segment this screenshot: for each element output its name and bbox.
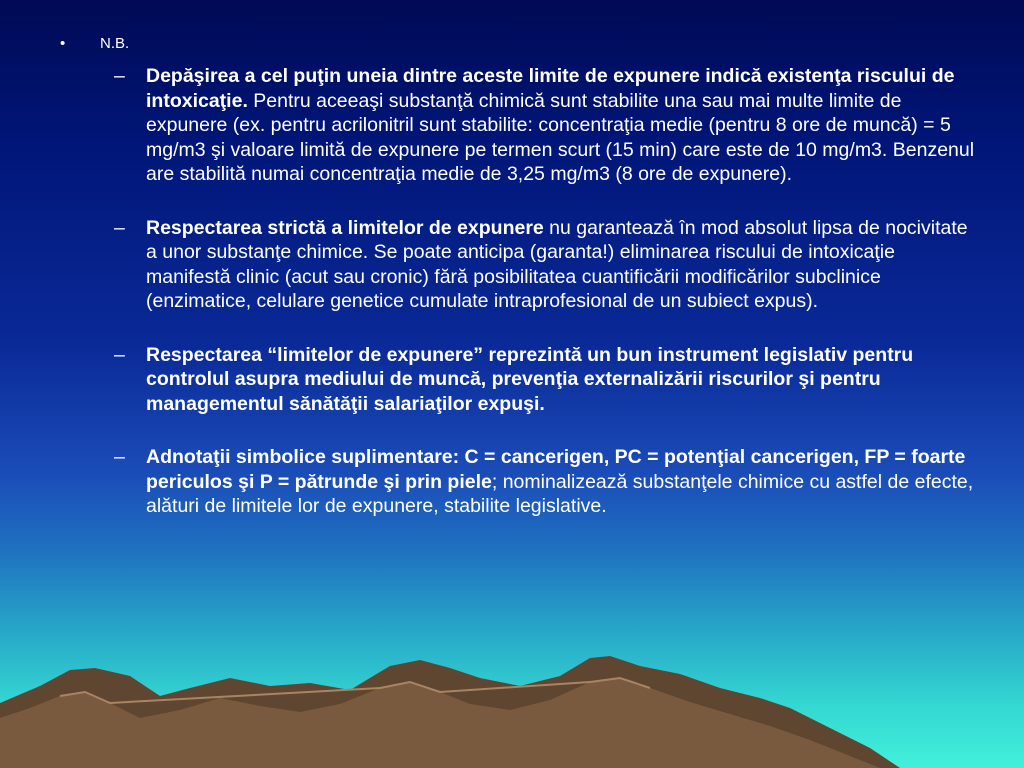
item-bold-text: Depăşirea a cel puţin uneia dintre aceste limite de expunere indică existenţa riscului de intoxicaţie.	[146, 65, 955, 112]
item-bold-text: Respectarea strictă a limitelor de expunere	[146, 216, 544, 239]
dash-icon: –	[114, 446, 125, 468]
nb-label: N.B.	[100, 35, 130, 52]
item-bold-text: Respectarea “limitelor de expunere” reprezintă un bun instrument legislativ pentru controlul asupra mediului de muncă, prevenţia externalizării riscurilor şi pentru managementul sănătăţii salariaţilor expuşi.	[146, 343, 914, 415]
item-bold-text: Adnotaţii simbolice suplimentare: C = cancerigen, PC = potenţial cancerigen, FP = foarte periculos şi P = pătrunde şi prin piele	[146, 446, 966, 493]
dash-icon: –	[114, 343, 125, 366]
list-item	[60, 343, 980, 417]
item-text: nu garantează în mod absolut lipsa de nocivitate a unor substanţe chimice. Se poate anticipa (garanta!) eliminarea riscului de intoxicaţie manifestă clinic (acut sau cronic) fără posibilitatea cuantificării modificărilor subclinice (enzimatice, celulare genetice cumulate intraprofesional de un subiect expus).	[146, 216, 968, 312]
item-text: ; nominalizează substanţele chimice cu astfel de efecte, alături de limitele lor de expunere, stabilite legislative.	[146, 470, 974, 517]
nb-bullet-row	[60, 34, 980, 56]
mountain-landscape	[0, 648, 1024, 768]
dash-icon: –	[114, 65, 125, 87]
list-item	[60, 445, 980, 519]
item-text: Pentru aceeaşi substanţă chimică sunt stabilite una sau mai multe limite de expunere (ex. pentru acrilonitril sunt stabilite: concentraţia medie (pentru 8 ore de muncă) = 5 mg/m3 şi valoare limită de expunere pe termen scurt (15 min) care este de 10 mg/m3. Benzenul are stabilită numai concentraţia medie de 3,25 mg/m3 (8 ore de expunere).	[146, 89, 975, 185]
dash-icon: –	[114, 216, 125, 239]
list-item	[60, 64, 980, 187]
slide-content	[60, 34, 980, 519]
bullet-icon: •	[60, 35, 66, 52]
list-item	[60, 216, 980, 314]
